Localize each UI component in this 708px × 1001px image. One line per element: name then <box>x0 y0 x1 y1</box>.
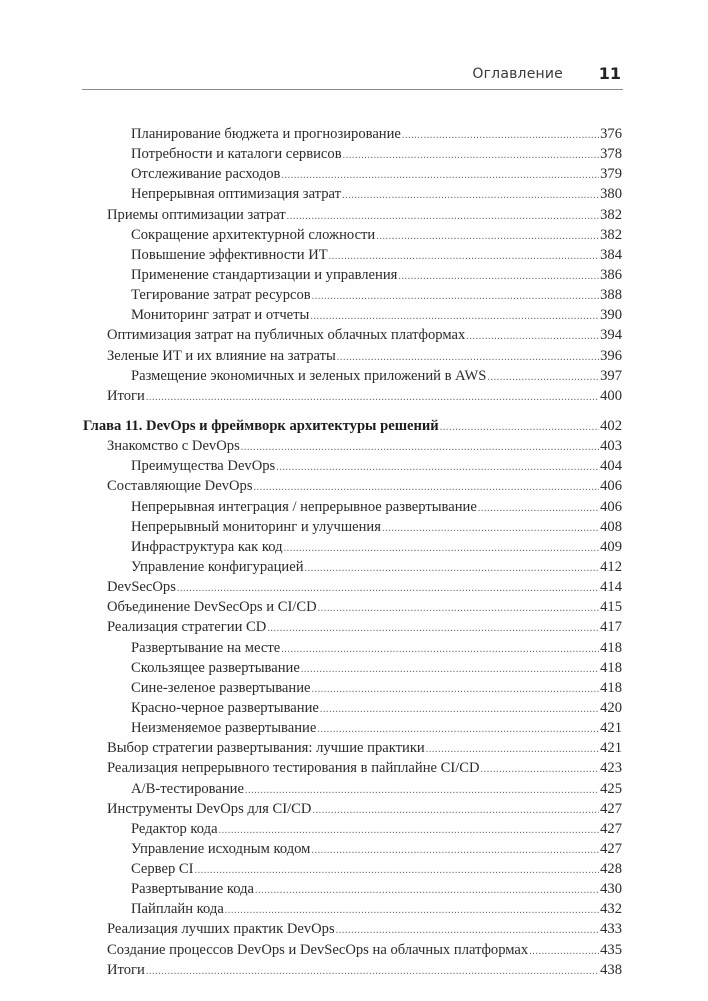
toc-entry <box>83 738 622 758</box>
toc-entry-page: 427 <box>600 820 622 837</box>
toc-entry-page: 433 <box>600 921 622 938</box>
toc-entry-page: 427 <box>600 840 622 857</box>
toc-entry-title: Сине-зеленое развертывание <box>131 679 311 696</box>
toc-entry <box>83 557 622 577</box>
dot-leader <box>281 640 599 658</box>
toc-entry-page: 417 <box>600 619 622 636</box>
dot-leader <box>311 841 599 859</box>
toc-entry <box>83 144 622 164</box>
toc-entry <box>83 325 622 345</box>
toc-entry <box>83 617 622 637</box>
page-number: 11 <box>598 64 621 83</box>
toc-entry <box>83 497 622 517</box>
toc-entry-page: 384 <box>600 246 622 263</box>
toc-entry <box>83 245 622 265</box>
dot-leader <box>487 368 599 386</box>
toc-entry <box>83 960 622 980</box>
toc-entry-page: 388 <box>600 287 622 304</box>
toc-entry <box>83 577 622 597</box>
toc-entry-page: 418 <box>600 639 622 656</box>
toc-entry-title: Объединение DevSecOps и CI/CD <box>107 599 317 616</box>
toc-entry <box>83 718 622 738</box>
toc-entry-page: 402 <box>600 417 622 434</box>
toc-entry-page: 397 <box>600 367 622 384</box>
dot-leader <box>382 519 599 537</box>
toc-entry-page: 400 <box>600 387 622 404</box>
toc-entry-page: 408 <box>600 518 622 535</box>
toc-entry <box>83 758 622 778</box>
toc-entry-title: Неизменяемое развертывание <box>131 720 317 737</box>
toc-entry <box>83 305 622 325</box>
toc-entry-title: Непрерывный мониторинг и улучшения <box>131 518 381 535</box>
dot-leader <box>195 861 600 879</box>
dot-leader <box>318 599 599 617</box>
toc-entry <box>83 476 622 496</box>
toc-entry <box>83 537 622 557</box>
dot-leader <box>255 881 599 899</box>
toc-entry <box>83 124 622 144</box>
toc-entry <box>83 779 622 799</box>
toc-entry-title: Редактор кода <box>131 820 218 837</box>
table-of-contents <box>83 124 622 980</box>
toc-entry-page: 379 <box>600 166 622 183</box>
toc-entry-title: Преимущества DevOps <box>131 458 276 475</box>
toc-entry-page: 414 <box>600 579 622 596</box>
dot-leader <box>305 559 600 577</box>
toc-entry-title: Выбор стратегии развертывания: лучшие практики <box>107 740 425 757</box>
toc-entry-title: DevSecOps <box>107 579 176 596</box>
toc-entry <box>83 879 622 899</box>
toc-entry-title: Приемы оптимизации затрат <box>107 206 286 223</box>
toc-entry-title: Красно-черное развертывание <box>131 699 319 716</box>
toc-entry-title: Непрерывная интеграция / непрерывное развертывание <box>131 498 477 515</box>
toc-entry-page: 380 <box>600 186 622 203</box>
toc-entry-page: 432 <box>600 901 622 918</box>
toc-entry <box>83 346 622 366</box>
dot-leader <box>177 579 599 597</box>
dot-leader <box>376 227 599 245</box>
toc-entry-title: Применение стандартизации и управления <box>131 266 398 283</box>
dot-leader <box>146 388 599 406</box>
toc-entry <box>83 940 622 960</box>
dot-leader <box>398 267 599 285</box>
toc-entry <box>83 678 622 698</box>
toc-entry-title: Сокращение архитектурной сложности <box>131 226 376 243</box>
toc-entry-title: Зеленые ИТ и их влияние на затраты <box>107 347 336 364</box>
toc-entry <box>83 819 622 839</box>
toc-chapter-entry <box>83 416 622 436</box>
toc-entry-title: A/B-тестирование <box>131 780 244 797</box>
toc-entry <box>83 164 622 184</box>
dot-leader <box>267 619 599 637</box>
toc-entry <box>83 638 622 658</box>
toc-entry-page: 378 <box>600 146 622 163</box>
toc-entry <box>83 285 622 305</box>
dot-leader <box>440 418 599 436</box>
toc-entry-page: 403 <box>600 438 622 455</box>
toc-entry-page: 423 <box>600 760 622 777</box>
toc-entry <box>83 919 622 939</box>
dot-leader <box>402 126 599 144</box>
toc-entry-page: 428 <box>600 861 622 878</box>
dot-leader <box>529 942 599 960</box>
dot-leader <box>225 901 599 919</box>
toc-entry-page: 406 <box>600 498 622 515</box>
dot-leader <box>254 478 600 496</box>
toc-entry-page: 435 <box>600 941 622 958</box>
toc-entry-page: 412 <box>600 558 622 575</box>
dot-leader <box>281 166 599 184</box>
toc-entry-title: Мониторинг затрат и отчеты <box>131 307 310 324</box>
dot-leader <box>219 821 600 839</box>
dot-leader <box>342 186 599 204</box>
toc-entry-page: 418 <box>600 679 622 696</box>
toc-entry <box>83 366 622 386</box>
dot-leader <box>276 458 599 476</box>
toc-entry-title: Развертывание кода <box>131 881 254 898</box>
toc-entry-title: Размещение экономичных и зеленых приложений в AWS <box>131 367 487 384</box>
toc-entry-title: Развертывание на месте <box>131 639 281 656</box>
toc-entry <box>83 597 622 617</box>
toc-entry-page: 396 <box>600 347 622 364</box>
toc-entry-title: Отслеживание расходов <box>131 166 281 183</box>
toc-entry-page: 421 <box>600 740 622 757</box>
toc-entry-page: 425 <box>600 780 622 797</box>
dot-leader <box>329 247 599 265</box>
dot-leader <box>481 760 600 778</box>
toc-entry-title: Итоги <box>107 387 145 404</box>
toc-entry-title: Составляющие DevOps <box>107 478 253 495</box>
toc-entry-page: 390 <box>600 307 622 324</box>
dot-leader <box>426 740 599 758</box>
toc-entry <box>83 658 622 678</box>
dot-leader <box>320 700 599 718</box>
toc-entry-title: Реализация непрерывного тестирования в пайплайне CI/CD <box>107 760 480 777</box>
toc-entry-title: Управление конфигурацией <box>131 558 304 575</box>
toc-entry-page: 421 <box>600 720 622 737</box>
running-header <box>82 62 623 90</box>
dot-leader <box>478 499 599 517</box>
toc-entry-title: Инфраструктура как код <box>131 538 283 555</box>
toc-entry-page: 382 <box>600 226 622 243</box>
dot-leader <box>245 781 599 799</box>
toc-entry <box>83 205 622 225</box>
toc-entry-title: Потребности и каталоги сервисов <box>131 146 342 163</box>
toc-entry-title: Тегирование затрат ресурсов <box>131 287 311 304</box>
toc-entry-title: Глава 11. DevOps и фреймворк архитектуры решений <box>83 417 439 434</box>
toc-entry <box>83 698 622 718</box>
toc-entry-title: Создание процессов DevOps и DevSecOps на облачных платформах <box>107 941 529 958</box>
toc-entry-title: Скользящее развертывание <box>131 659 300 676</box>
toc-entry <box>83 899 622 919</box>
toc-entry <box>83 225 622 245</box>
toc-entry <box>83 386 622 406</box>
dot-leader <box>310 307 599 325</box>
running-header-title: Оглавление <box>472 66 563 82</box>
toc-entry <box>83 799 622 819</box>
toc-entry-page: 420 <box>600 699 622 716</box>
toc-entry-page: 430 <box>600 881 622 898</box>
dot-leader <box>337 348 599 366</box>
dot-leader <box>146 962 599 980</box>
toc-entry-page: 386 <box>600 266 622 283</box>
toc-entry-page: 406 <box>600 478 622 495</box>
toc-entry-page: 394 <box>600 327 622 344</box>
toc-entry <box>83 839 622 859</box>
toc-entry-title: Непрерывная оптимизация затрат <box>131 186 341 203</box>
toc-entry-page: 415 <box>600 599 622 616</box>
toc-entry-page: 438 <box>600 961 622 978</box>
dot-leader <box>312 801 599 819</box>
toc-entry-page: 404 <box>600 458 622 475</box>
toc-entry-title: Сервер CI <box>131 861 194 878</box>
toc-entry-title: Управление исходным кодом <box>131 840 311 857</box>
toc-entry-page: 376 <box>600 126 622 142</box>
toc-entry <box>83 456 622 476</box>
dot-leader <box>312 287 599 305</box>
toc-entry <box>83 184 622 204</box>
toc-entry <box>83 265 622 285</box>
toc-entry-title: Планирование бюджета и прогнозирование <box>131 126 401 142</box>
dot-leader <box>287 207 599 225</box>
toc-entry-title: Повышение эффективности ИТ <box>131 246 328 263</box>
dot-leader <box>336 921 599 939</box>
toc-entry-page: 427 <box>600 800 622 817</box>
toc-entry-title: Знакомство с DevOps <box>107 438 240 455</box>
dot-leader <box>284 539 600 557</box>
dot-leader <box>466 327 599 345</box>
toc-entry-title: Реализация лучших практик DevOps <box>107 921 335 938</box>
dot-leader <box>241 438 599 456</box>
toc-entry-title: Реализация стратегии CD <box>107 619 267 636</box>
toc-entry <box>83 517 622 537</box>
toc-entry-page: 382 <box>600 206 622 223</box>
dot-leader <box>317 720 599 738</box>
toc-entry <box>83 436 622 456</box>
toc-entry-page: 409 <box>600 538 622 555</box>
toc-entry-title: Оптимизация затрат на публичных облачных платформах <box>107 327 466 344</box>
dot-leader <box>343 146 600 164</box>
toc-entry <box>83 859 622 879</box>
dot-leader <box>312 680 600 698</box>
toc-entry-page: 418 <box>600 659 622 676</box>
toc-entry-title: Инструменты DevOps для CI/CD <box>107 800 312 817</box>
toc-entry-title: Пайплайн кода <box>131 901 224 918</box>
toc-entry-title: Итоги <box>107 961 145 978</box>
dot-leader <box>301 660 599 678</box>
